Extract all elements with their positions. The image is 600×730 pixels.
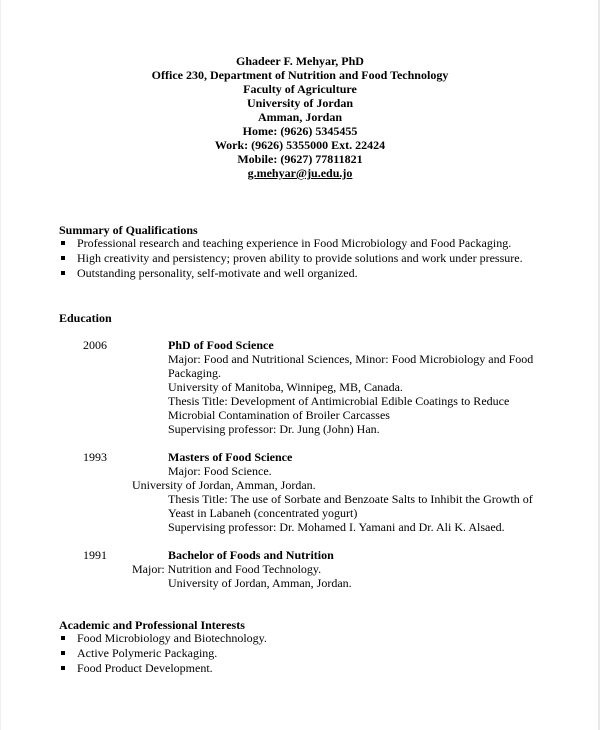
bullet-icon <box>61 666 65 670</box>
email-link[interactable]: g.mehyar@ju.edu.jo <box>247 166 353 180</box>
mobile-phone: Mobile: (9627) 77811821 <box>237 152 363 166</box>
faculty: Faculty of Agriculture <box>243 82 357 96</box>
home-phone: Home: (9626) 5345455 <box>242 124 358 138</box>
education-year: 1991 <box>83 548 107 562</box>
degree-detail: Major: Food and Nutritional Sciences, Minor: Food Microbiology and Food <box>168 352 534 366</box>
education-title: Education <box>59 311 112 325</box>
degree-title: PhD of Food Science <box>168 338 274 352</box>
list-item: Professional research and teaching experience in Food Microbiology and Food Packaging. <box>59 236 523 251</box>
education-year: 2006 <box>83 338 107 352</box>
list-item: Outstanding personality, self-motivate and well organized. <box>59 266 523 281</box>
degree-detail: Supervising professor: Dr. Mohamed I. Yamani and Dr. Ali K. Alsaed. <box>168 520 505 534</box>
degree-title: Masters of Food Science <box>168 450 293 464</box>
contact-header <box>0 54 600 180</box>
list-item: Active Polymeric Packaging. <box>59 646 267 661</box>
bullet-icon <box>61 636 65 640</box>
summary-title: Summary of Qualifications <box>59 223 198 237</box>
degree-detail: Thesis Title: Development of Antimicrobial Edible Coatings to Reduce <box>168 394 510 408</box>
degree-detail: Major: Food Science. <box>168 464 272 478</box>
degree-title: Bachelor of Foods and Nutrition <box>168 548 334 562</box>
university: University of Jordan <box>247 96 353 110</box>
interests-list <box>59 631 267 676</box>
degree-detail: Thesis Title: The use of Sorbate and Benzoate Salts to Inhibit the Growth of <box>168 492 533 506</box>
degree-detail: Packaging. <box>168 366 221 380</box>
degree-detail: Major: Nutrition and Food Technology. <box>132 562 322 576</box>
education-year: 1993 <box>83 450 107 464</box>
degree-detail: Yeast in Labaneh (concentrated yogurt) <box>168 506 358 520</box>
list-item: Food Microbiology and Biotechnology. <box>59 631 267 646</box>
work-phone: Work: (9626) 5355000 Ext. 22424 <box>214 138 386 152</box>
candidate-name: Ghadeer F. Mehyar, PhD <box>236 54 364 68</box>
degree-detail: University of Manitoba, Winnipeg, MB, Canada. <box>168 380 403 394</box>
summary-list <box>59 236 523 281</box>
list-item: High creativity and persistency; proven ability to provide solutions and work under pressure. <box>59 251 523 266</box>
list-item: Food Product Development. <box>59 661 267 676</box>
bullet-icon <box>61 241 65 245</box>
degree-detail: Microbial Contamination of Broiler Carcasses <box>168 408 390 422</box>
bullet-icon <box>61 256 65 260</box>
interests-title: Academic and Professional Interests <box>59 618 245 632</box>
office-address: Office 230, Department of Nutrition and Food Technology <box>151 68 449 82</box>
degree-detail: University of Jordan, Amman, Jordan. <box>168 576 352 590</box>
bullet-icon <box>61 271 65 275</box>
degree-detail: Supervising professor: Dr. Jung (John) Han. <box>168 422 380 436</box>
degree-detail: University of Jordan, Amman, Jordan. <box>132 478 316 492</box>
bullet-icon <box>61 651 65 655</box>
city: Amman, Jordan <box>257 110 342 124</box>
